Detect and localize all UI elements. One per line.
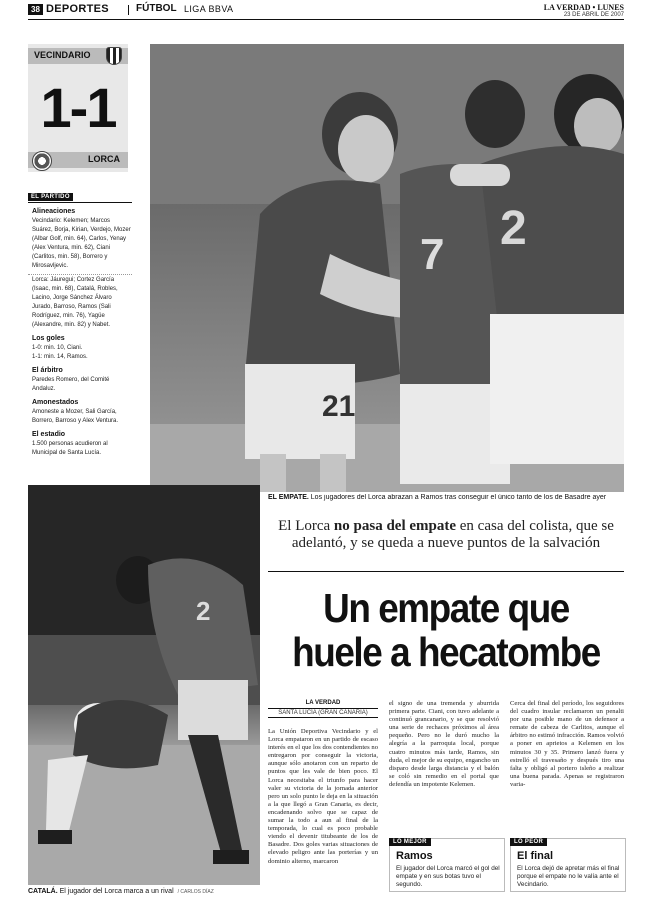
header-divider: [128, 5, 129, 15]
scoreboard: [28, 44, 128, 172]
svg-text:2: 2: [500, 202, 527, 255]
deck-rule: [268, 571, 624, 572]
article-column-2: el signo de una tremenda y aburrida primera parte. Ciani, con tuvo adelante a continuó grancanario, y se que resolvió una serie de rechaces próximos al área pequeño. Pero no le duró mucho la alegría a la parroquia local, porque cuatro minutos más tarde, Ramos, sin duda, el mejor de su equipo, engancho un disparo desde larga distancia y el balón se coló sin remedio en el portal que defendía un impotente Kelemen.: [389, 700, 499, 788]
celebration-photo: [150, 44, 624, 492]
byline: [268, 700, 378, 718]
goal-2: 1-1: min. 14, Ramos.: [32, 354, 88, 360]
top-photo-caption: [268, 494, 624, 501]
subsection-title: FÚTBOL: [136, 3, 177, 14]
deck-part-2: en casa del colista, que se adelantó, y se queda a nueve puntos de la salvación: [291, 518, 614, 551]
home-team-name: VECINDARIO: [34, 50, 91, 60]
stadium-text: 1.500 personas acudieron al Municipal de Santa Lucía.: [32, 441, 108, 456]
lineups-title: Alineaciones: [32, 208, 76, 215]
photo-credit: / CARLOS DÍAZ: [177, 889, 214, 895]
away-lineup-block: [28, 274, 132, 330]
deck-emphasis: no pasa del empate: [333, 518, 457, 534]
home-team-band: [28, 48, 128, 64]
byline-name: LA VERDAD: [305, 700, 341, 706]
bottom-caption-lead: CATALÁ.: [28, 888, 58, 895]
article-column-3: Cerca del final del período, los seguidores del cuadro insular reclamaron un penalti por una posible mano de un defensor a remate de cabeza de Carlitos, aunque el árbitro no estimó infracción. Ramos volvió a poner en aprietos a Kelemen en los minutos 30 y 35. Primero lanzó fuera y estrelló el travesaño y después tiro una falta y obligó al portero isleño a realizar una buena parada. Apenas se registraron varia-: [510, 700, 624, 788]
stadium-title: El estadio: [32, 431, 66, 438]
away-team-name: LORCA: [88, 154, 120, 164]
worst-text: El Lorca dejó de apretar más el final porque el empate no le valía ante el Vecindario.: [517, 865, 620, 888]
best-text: El jugador del Lorca marcó el gol del empate y en sus botas tuvo el segundo.: [396, 865, 500, 888]
page-header: [28, 3, 624, 19]
top-caption-lead: EL EMPATE.: [268, 494, 309, 501]
headline-line-2: huele a hecatombe: [292, 629, 600, 675]
best-box: [389, 838, 505, 892]
league-name: LIGA BBVA: [184, 4, 234, 14]
newspaper-name: LA VERDAD • LUNES: [543, 3, 624, 12]
away-crest-icon: [32, 151, 52, 171]
referee-text: Paredes Romero, del Comité Andaluz.: [32, 377, 110, 392]
worst-box: [510, 838, 626, 892]
home-crest-icon: [106, 47, 122, 65]
goals-title: Los goles: [32, 335, 65, 342]
article-headline: [286, 586, 606, 674]
article-deck: [268, 518, 624, 552]
headline-line-1: Un empate que: [323, 585, 569, 631]
tackle-photo: [28, 485, 260, 885]
goal-1: 1-0: min. 10, Ciani.: [32, 345, 83, 351]
best-name: Ramos: [396, 850, 433, 862]
match-info: [28, 185, 132, 458]
deck-part-1: El Lorca: [278, 518, 334, 534]
bottom-caption-text: El jugador del Lorca marca a un rival: [57, 888, 174, 895]
away-team-band: [28, 152, 128, 168]
tackle-photo-art: [28, 485, 260, 885]
referee-title: El árbitro: [32, 367, 63, 374]
final-score: 1-1: [40, 76, 116, 139]
issue-date: 23 DE ABRIL DE 2007: [563, 12, 624, 18]
page-number: 38: [28, 4, 43, 15]
byline-place: SANTA LUCÍA (GRAN CANARIA): [268, 708, 378, 718]
away-lineup: Lorca: Jáuregui; Cortez García (Isaac, min. 68), Catalá, Robles, Lacino, Jorge Sánchez Álvaro Jurado, Barroso, Ramos (Sali Rodríguez, min. 76), Yagüe (Alexandre, min. 82) y Nabet.: [32, 277, 118, 328]
worst-name: El final: [517, 850, 554, 862]
match-info-tag: EL PARTIDO: [28, 193, 73, 201]
top-caption-text: Los jugadores del Lorca abrazan a Ramos tras conseguir el único tanto de los de Basadre ayer: [308, 494, 607, 501]
svg-text:7: 7: [420, 230, 445, 279]
worst-tag: LO PEOR: [510, 838, 547, 846]
match-info-rule: [28, 202, 132, 203]
home-lineup: Vecindario: Kelemen; Marcos Suárez, Borja, Kirian, Verdejo, Mozer (Albar Golf, min. 64), Carlos, Yenay (Alex Ventura, min. 62), Ciani (Carlitos, min. 58), Borrero y Mirosavljevic.: [32, 218, 131, 269]
best-tag: LO MEJOR: [389, 838, 431, 846]
celebration-photo-art: [150, 44, 624, 492]
section-title: DEPORTES: [46, 3, 109, 15]
cards-text: Amoneste a Mozer, Sali García, Borrero, Barroso y Alex Ventura.: [32, 409, 119, 424]
article-column-1: La Unión Deportiva Vecindario y el Lorca empataron en un partido de escaso interés en el que los dos contendientes no entregaron por conseguir la victoria, aunque sólo anotaron con un reparto de puntos que les vale de bien poco. El Lorca necesitaba el triunfo para hacer valer su victoria de la jornada anterior pero un solo punto le deja en la situación a la que llegó a Gran Canaria, es decir, encadenando solvo que se capaz de sumar la todo a aun al final de la temporada, lo cual es poco probable viendo el devenir titubeante de los de Basadre. Dos goles varias situaciones de elevado peligro ante las porterías y un dominio alterno, marcaron: [268, 728, 378, 865]
svg-text:21: 21: [322, 390, 356, 423]
svg-text:2: 2: [196, 596, 211, 626]
bottom-photo-caption: [28, 888, 260, 895]
cards-title: Amonestados: [32, 399, 79, 406]
header-rule: [28, 19, 624, 20]
